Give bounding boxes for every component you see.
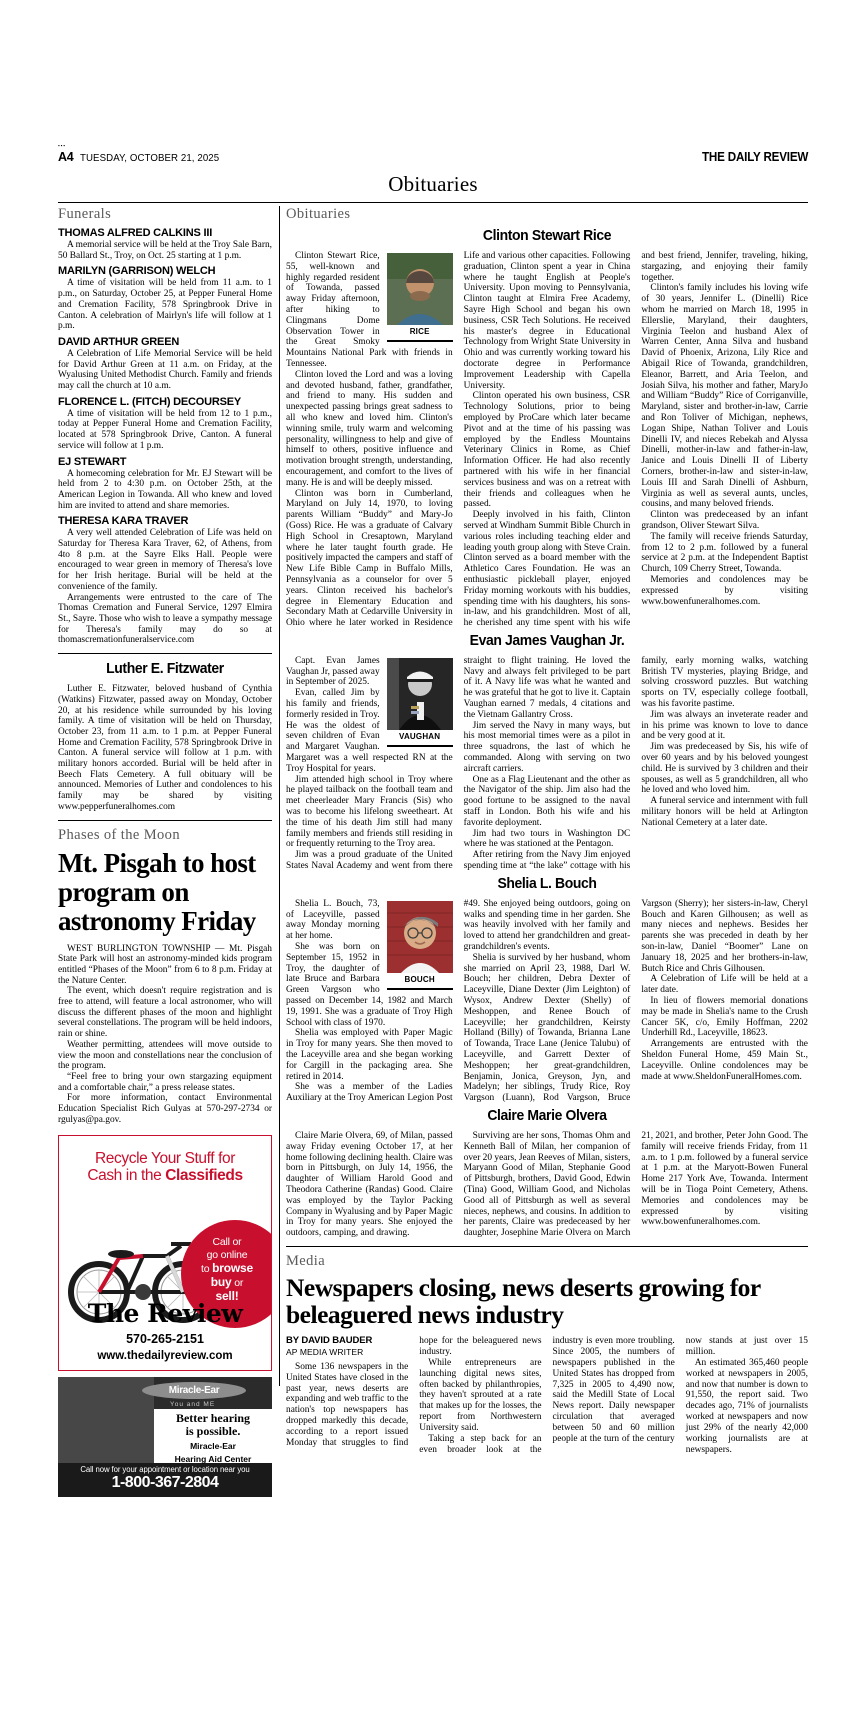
- article-paragraph: The event, which doesn't require registration and is free to attend, will feature a local astronomer, who will discuss the different phases of the moon and highlight several constellations. The program will be held indoors, rain or shine.: [58, 986, 272, 1040]
- ad-call-l1: Call or: [212, 1236, 242, 1249]
- obituary-body: [286, 251, 808, 629]
- obituary-text: Luther E. Fitzwater, beloved husband of Cynthia (Watkins) Fitzwater, passed away on Monday, October 20, at his residence while surrounded by his loving family. A time of visitation will be held on Thursday, October 23, from 11 a.m. to 1 p.m. at Pepper Funeral Home and Cremation Facility, 578 Springbrook Drive in Canton. A funeral service will follow at 1 p.m. with military honors accorded. Burial will be held after in Beech Flats Cemetery. A full obituary will be announced. Memories of Luther and condolences to his family may be shared by visiting www.pepperfuneralhomes.com: [58, 684, 272, 812]
- portrait-photo-bouch: [387, 901, 453, 973]
- obituary-rice: [286, 227, 808, 629]
- obituary-paragraph: Evan, called Jim by his family and friends, formerly resided in Troy. He was the oldest of seven children of Evan and Margaret Vaughan. Margaret was a well respected RN at the Troy Hospital for years.: [286, 688, 453, 774]
- masthead: [58, 150, 808, 164]
- divider: [58, 820, 272, 821]
- article-paragraph: For more information, contact Environmental Education Specialist Rich Gulyas at 570-297-2734 or rgulyas@pa.gov.: [58, 1093, 272, 1125]
- article-paragraph: “Feel free to bring your own stargazing equipment and a comfortable chair,” a press release states.: [58, 1071, 272, 1093]
- page-folio: ▪▪▪ A4: [58, 150, 73, 164]
- photo-caption: BOUCH: [387, 973, 453, 990]
- obituary-paragraph: Jim was a proud graduate of the United States Naval Academy and went from there straight to flight training. He loved the Navy and always felt privileged to be part of it. A Navy life was what he wanted and he was grateful that he got to live it. Captain Vaughan earned 7 medals, 4 citations and the Vietnam Gallantry Cross.: [286, 655, 631, 872]
- obituary-paragraph: Clinton's family includes his loving wife of 30 years, Jennifer L. (Dinelli) Rice whom he married on March 18, 1995 in Ellerslie, Maryland, their daughters, Virginia Teelon and husband Alex of Warren Center, Anna Silva and husband David of Phoenix, Arizona, Lily Rice and Abigail Rice of Towanda, grandchildren, Eleanor, Barrett, and Aria Teelon, and Josiah Silva, his mother and father, MaryJo and William “Buddy” Rice of Corriganville, Maryland, sister and brother-in-law, Carrie and Ron Toliver of Michigan, nephews, Logan Shipe, Nathan Toliver and Louis Dinelli IV, and nieces Rebekah and Alyssa Dinelli, mother-in-law and father-in-law, Janice and Louis Dinelli II of Liberty Corners, brother-in-law and sister-in-law, Louis III and Sarah Dinelli of Ashburn, Virginia as well as several aunts, uncles, cousins, and many beloved friends.: [641, 283, 808, 510]
- obituary-name: Claire Marie Olvera: [487, 1106, 607, 1124]
- funeral-name: EJ STEWART: [58, 455, 127, 468]
- section-kicker: Media: [286, 1252, 326, 1269]
- obituary-olvera: [286, 1107, 808, 1239]
- obituary-body: [286, 656, 808, 872]
- obituary-bouch: [286, 875, 808, 1104]
- obituary-paragraph: Jim was predeceased by Sis, his wife of over 60 years and by his beloved youngest child. He is survived by 3 children and their spouses, as well as 5 grandchildren, all who he loved and who loved him.: [641, 742, 808, 796]
- funeral-text: A very well attended Celebration of Life was held on Saturday for Theresa Kara Traver, 62, of Athens, from 4to 8 p.m. at the Sayre Elks Hall. People were encouraged to wear green in memory of Theresa's love for her Irish heritage. Burial will be held at the convenience of the family.: [58, 528, 272, 592]
- ad-call-l2: go online: [206, 1249, 248, 1262]
- funeral-name: FLORENCE L. (FITCH) DECOURSEY: [58, 395, 242, 408]
- article-byline: BY DAVID BAUDER: [286, 1334, 373, 1346]
- funeral-listing: [58, 265, 272, 332]
- ad-subtitle-l2: Hearing Aid Center: [174, 1454, 252, 1465]
- funeral-listing: [58, 227, 272, 261]
- funeral-name: DAVID ARTHUR GREEN: [58, 335, 180, 348]
- obituary-photo-block: [387, 253, 453, 342]
- obituaries-kicker: Obituaries: [286, 206, 351, 222]
- obituary-paragraph: A Celebration of Life will be held at a later date.: [641, 974, 808, 996]
- article-byline-affiliation: AP MEDIA WRITER: [286, 1346, 364, 1357]
- ad-call-buy: buy: [210, 1275, 232, 1290]
- article-headline: Newspapers closing, news deserts growing for beleaguered news industry: [286, 1272, 761, 1329]
- obituary-paragraph: Clinton operated his own business, CSR Technology Solutions, prior to being employed by ProCare which later became Pivot and at the time of his passing was employed by the Endless Mountains Veterinary Clinics in Rome, as Chief Information Officer. He had also recently partnered with his wife in her financial services business and was on a retreat with their friends and colleagues when he passed.: [463, 391, 631, 510]
- review-logo: The Review: [87, 1299, 243, 1329]
- ad-subtitle-l1: Miracle-Ear: [190, 1441, 236, 1452]
- technician-photo: [58, 1377, 154, 1463]
- ad-message-l1: Better hearing: [175, 1411, 251, 1426]
- column-divider: [279, 206, 280, 1386]
- article-headline: Mt. Pisgah to host program on astronomy Friday: [58, 847, 256, 936]
- obituary-paragraph: Shelia is survived by her husband, whom she married on April 23, 1988, Darl W. Bouch; her children, Debra Dexter of Laceyville, Diane Dexter (Jim Leighton) of Wysox, Andrew Dexter (Shelly) of Meshoppen, and Renee Bouch of Laceyville; her grandchildren, Keirsty Holland (Billy) of Towanda, Brianna Lane of Towanda, Trace Lane (Jenice Talubu) of Laceyville, and Garrett Dexter of Meshoppen; her great-grandchildren, Benjamin, Jonica, Greyson, Jyn, and Madelyn; her siblings, Trudy Rice, Roy Vargson (Luann), Rod Vargson, Bruce Vargson (Sherry); her sisters-in-law, Cheryl Bouch and Karen Gilhousen; as well as many nieces and nephews. Besides her parents she was preceded in death by her son-in-law, Daniel “Boomer” Lane on January 18, 2025 and her brothers-in-law, Butch Rice and Chris Gilhousen.: [463, 898, 808, 1104]
- obituary-paragraph: After retiring from the Navy Jim enjoyed spending time at “the lake” cottage with his family, early morning walks, watching British TV mysteries, playing Bridge, and solving crossword puzzles. But watching sports on TV, especially college football, was his favorite pastime.: [463, 655, 808, 872]
- portrait-photo-vaughan: [387, 658, 453, 730]
- funeral-text: A memorial service will be held at the Troy Sale Barn, 50 Ballard St., Troy, on Oct. 25 starting at 1 p.m.: [58, 240, 272, 261]
- obituary-paragraph: She was a member of the Ladies Auxiliary at the Troy American Legion Post #49. She enjoyed being outdoors, going on walks and spending time in her garden. She was heavily involved with her family and loved to attend her grandchildren and great-grandchildren's events.: [286, 898, 631, 1104]
- funeral-text: A time of visitation will be held from 12 to 1 p.m., today at Pepper Funeral Home and Cremation Facility, located at 578 Springbrook Drive, Canton. A funeral service will follow at 1 p.m.: [58, 408, 272, 451]
- review-phone[interactable]: 570-265-2151: [126, 1332, 204, 1347]
- article-paragraph: Weather permitting, attendees will move outside to view the moon and constellations near the conclusion of the program.: [58, 1039, 272, 1072]
- obituary-paragraph: Clinton was predeceased by an infant grandson, Oliver Stewart Silva.: [641, 510, 808, 531]
- ad-call-sell: sell!: [215, 1289, 239, 1304]
- article-body: [286, 1336, 808, 1456]
- article-paragraph: Taking a step back for an even broader look at the industry is even more troubling. Since 2005, the numbers of newspapers published in the United States has dropped from 7,325 in 2005 to 4,490 now, said the Medill State of Local News report. Daily newspaper circulation that averaged between 50 and 60 million people at the turn of the century now stands at just over 15 million.: [419, 1335, 808, 1455]
- ad-miracle-ear[interactable]: [58, 1377, 272, 1497]
- byline-block: [286, 1336, 408, 1358]
- obituary-paragraph: Claire Marie Olvera, 69, of Milan, passed away Friday evening October 17, at her home following declining health. Claire was born in Pittsburgh, on July 14, 1956, the daughter of William Harold Good and Theodora Catherine (Randas) Good. Claire was employed by the Taylor Packing Company in Wyalusing and by Paper Magic in Troy for many years. She enjoyed the outdoors, camping, and drawing.: [286, 1130, 453, 1239]
- article-paragraph: While entrepreneurs are launching digital news sites, often backed by philanthropies, they haven't sprouted at a rate that makes up for the losses, the report from Northwestern University said.: [419, 1357, 542, 1434]
- obituary-paragraph: One as a Flag Lieutenant and the other as the Navigator of the ship. Jim also had the good fortune to be assigned to the naval staff in London. Both his wife and his favorite deployment.: [463, 774, 631, 828]
- obituary-paragraph: Jim served the Navy in many ways, but his most memorial times were as a pilot in three squadrons, the last of which he commanded. Along with serving on two aircraft carriers.: [463, 720, 631, 774]
- ad-call-or: or: [231, 1277, 244, 1290]
- funeral-text: A Celebration of Life Memorial Service will be held for David Arthur Green at 11 a.m. on Friday, at the Wyalusing United Methodist Church. Family and friends may call the church at 10 a.m.: [58, 348, 272, 392]
- funeral-listing: [58, 456, 272, 512]
- obituary-name: Shelia L. Bouch: [497, 874, 597, 892]
- obituary-vaughan: [286, 632, 808, 872]
- ad-message-l2: is possible.: [185, 1424, 241, 1439]
- ad-headline-line1: Recycle Your Stuff for: [95, 1150, 235, 1168]
- obituary-paragraph: Shelia was employed with Paper Magic in Troy for many years. She then moved to the Laceyville area and she began working for Cargill in the packaging area. She retired in 2014.: [286, 1028, 453, 1082]
- page-title: Obituaries: [388, 172, 478, 196]
- ad-phone-number[interactable]: 1-800-367-2804: [111, 1474, 219, 1492]
- funeral-name: THOMAS ALFRED CALKINS III: [58, 227, 213, 239]
- divider: [58, 653, 272, 654]
- obituary-paragraph: Jim was always an inveterate reader and in his prime was known to love to dance and be very good at it.: [641, 709, 808, 742]
- article-paragraph: WEST BURLINGTON TOWNSHIP — Mt. Pisgah State Park will host an astronomy-minded kids program entitled “Phases of the Moon” from 6 to 8 p.m. Friday at the Nature Center.: [58, 943, 272, 986]
- divider: [286, 1246, 808, 1247]
- funeral-name: THERESA KARA TRAVER: [58, 515, 189, 528]
- funeral-listing: [58, 336, 272, 392]
- obituary-paragraph: Clinton Stewart Rice, 55, well-known and highly regarded resident of Towanda, passed away Friday afternoon, after hiking to Clingmans Dome Observation Tower in the Great Smoky Mountains National Park with friends in Tennessee.: [286, 251, 453, 369]
- obituary-paragraph: Surviving are her sons, Thomas Ohm and Kenneth Ball of Milan, her companion of over 20 years, Jean Reeves of Milan, sisters, Maryann Good of Milan, Stephanie Good of Pittsburgh, brothers, David Good, Edwin (Tina) Good, William Good, and Nicholas Good all of Pittsburgh as well as several nieces, nephews, and cousins. In addition to her parents, Claire was predeceased by her daughter, Josephine Marie Olvera on March 21, 2021, and brother, Peter John Good. The family will receive friends Friday, from 11 a.m. to 1 p.m. followed by a funeral service at 1 p.m. at the Maryott-Bowen Funeral Home 217 York Ave, Towanda. Interment will be in Tioga Point Cemetery, Athens. Memories and condolences may be expressed by visiting www.bowenfuneralhomes.com.: [463, 1130, 808, 1239]
- obituary-paragraph: Clinton was born in Cumberland, Maryland on July 14, 1970, to loving parents William “Buddy” and Mary-Jo (Goss) Rice. He was a graduate of Calvary High School in Cresaptown, Maryland where he later taught fourth grade. He positively impacted the campers and staff of New Life Bible Camp in Buffalo Mills, Pennsylvania as a counselor for over 5 years. Clinton received his bachelor's degree in Elementary Education and Secondary Math at Cedarville University in Ohio where he later worked in Residence Life and various other capacities. Following graduation, Clinton spent a year in China where he taught English at People's University. Upon moving to Pennsylvania, Clinton taught at Elmira Free Academy, Sayre High School and began his own business, CSR Tech Solutions. He received his master's degree in Educational Technology from Wright State University in Ohio and was currently working toward his doctorate degree in Performance Improvement Leadership with Capella University.: [286, 251, 631, 629]
- funerals-kicker: Funerals: [58, 206, 112, 222]
- ad-call-l3: to: [201, 1263, 213, 1276]
- section-kicker: Phases of the Moon: [58, 826, 180, 843]
- ad-classifieds[interactable]: [58, 1135, 272, 1371]
- review-url[interactable]: www.thedailyreview.com: [97, 1350, 233, 1363]
- ad-headline-classifieds: Classifieds: [165, 1167, 243, 1185]
- obituary-body: [286, 899, 808, 1104]
- ad-message: [154, 1409, 272, 1463]
- article-moon-program: [58, 827, 272, 1126]
- obituary-paragraph: Clinton loved the Lord and was a loving and devoted husband, father, grandfather, and friend to many. His sudden and unexpected passing brings great sadness to all who knew and loved him. Clinton's winning smile, truly warm and welcoming personality, willingness to help and give of himself to others, positive influence and motivation brought strength, understanding, encouragement, and comfort to the lives of many. He is and will be deeply missed.: [286, 369, 453, 488]
- funeral-text: A time of visitation will be held from 11 a.m. to 1 p.m., on Saturday, October 25, at Pepper Funeral Home and Cremation Facility, 578 Springbrook Drive in Canton. A celebration of Mairlyn's life will follow at 1 p.m.: [58, 278, 272, 332]
- funeral-listing: [58, 515, 272, 646]
- obituary-paragraph: Capt. Evan James Vaughan Jr, passed away in September of 2025.: [286, 655, 380, 688]
- photo-caption: RICE: [387, 325, 453, 342]
- photo-caption: VAUGHAN: [387, 730, 453, 747]
- article-media: [286, 1253, 808, 1456]
- masthead-left: [58, 150, 232, 164]
- portrait-photo-rice: [387, 253, 453, 325]
- obituary-photo-block: [387, 658, 453, 747]
- publication-date: TUESDAY, OCTOBER 21, 2025: [80, 152, 220, 164]
- obituary-paragraph: Arrangements are entrusted with the Sheldon Funeral Home, 459 Main St., Laceyville. Online condolences may be made at www.SheldonFuneralHomes.com.: [641, 1039, 808, 1082]
- obituary-paragraph: Deeply involved in his faith, Clinton served at Windham Summit Bible Church in various roles including teaching elder and leading youth group along with Steve Crain. Clinton served as a board member with the Athletico Cares Foundation. He was an enthusiastic pickleball player, enjoyed Friday morning workouts with his buddies, spending time with his daughters, his sons-in-law, and his grandchildren. Most of all, he cherished any time spent with his wife and best friend, Jennifer, traveling, hiking, stargazing, and enjoying their family together.: [463, 251, 808, 629]
- obituary-name: Luther E. Fitzwater: [106, 660, 224, 678]
- ad-tagline: You and ME: [170, 1401, 216, 1409]
- obituary-paragraph: A funeral service and internment with full military honors will be held at Arlington National Cemetery at a later date.: [641, 796, 808, 828]
- obituary-name: Evan James Vaughan Jr.: [469, 631, 625, 649]
- obituary-paragraph: In lieu of flowers memorial donations may be made in Shelia's name to the Crush Cancer 5K, c/o, Emily Hoffman, 2202 Underhill Rd., Laceyville, 18623.: [641, 996, 808, 1039]
- obituary-fitzwater: [58, 660, 272, 812]
- header-rule: [58, 202, 808, 203]
- funeral-name: MARILYN (GARRISON) WELCH: [58, 265, 216, 278]
- obituary-paragraph: Shelia L. Bouch, 73, of Laceyville, passed away Monday morning at her home.: [286, 898, 380, 942]
- ad-photo-area: [58, 1377, 272, 1463]
- ad-call-strip[interactable]: [58, 1463, 272, 1497]
- obituary-paragraph: Jim had two tours in Washington DC where he was stationed at the Pentagon.: [463, 828, 631, 850]
- funeral-text-cont: Arrangements were entrusted to the care of The Thomas Cremation and Funeral Service, 1297 Elmira St., Sayre. Those who wish to leave a sympathy message for Theresa's family may do so at thomascremationfuneralservice.com: [58, 592, 272, 646]
- ad-call-text: Call now for your appointment or location near you: [80, 1465, 250, 1475]
- funeral-text: A homecoming celebration for Mr. EJ Stewart will be held from 2 to 4:30 p.m. on October 25th, at the American Legion in Towanda. All who knew and loved him are invited to attend and share memories.: [58, 468, 272, 511]
- obituary-paragraph: The family will receive friends Saturday, from 12 to 2 p.m. followed by a funeral service at 2 p.m. at the Independent Baptist Church, 109 Cherry Street, Towanda.: [641, 531, 808, 575]
- obituary-photo-block: [387, 901, 453, 990]
- publication-name: THE DAILY REVIEW: [701, 150, 808, 164]
- obituary-body: [286, 1131, 808, 1239]
- ad-call-browse: browse: [212, 1261, 253, 1276]
- obituary-paragraph: Jim attended high school in Troy where he played tailback on the football team and met cheerleader Mary Francis (Sis) who was to become his lifelong sweetheart. At the time of his death Jim still had many family members and friends still residing in or frequently returning to the Troy area.: [286, 774, 453, 850]
- ad-headline: [59, 1136, 271, 1184]
- ad-headline-line2: Cash in the: [87, 1167, 166, 1185]
- article-paragraph: An estimated 365,460 people worked at newspapers in 2005, and now that number is down to 91,550, the report said. Two decades ago, 71% of journalists worked at newspapers and now just 29% of the nearly 42,000 working journalists are at newspapers.: [685, 1357, 808, 1455]
- obituary-name: Clinton Stewart Rice: [482, 227, 612, 244]
- article-paragraph: Some 136 newspapers in the United States have closed in the past year, news deserts are expanding and web traffic to the nation's top newspapers has dropped markedly this decade, according to a report issued Monday that struggles to find hope for the beleaguered news industry.: [286, 1335, 542, 1449]
- miracle-ear-logo: Miracle-Ear: [142, 1382, 246, 1399]
- obituary-paragraph: Memories and condolences may be expressed by visiting www.bowenfuneralhomes.com.: [641, 574, 808, 607]
- obituary-paragraph: She was born on September 15, 1952 in Troy, the daughter of late Bruce and Barbara Green Vargson who passed on December 14, 1982 and March 19, 1991. She was a graduate of Troy High School with class of 1970.: [286, 942, 453, 1028]
- left-column: [58, 206, 272, 1497]
- funeral-listing: [58, 396, 272, 452]
- main-column: [286, 206, 808, 1456]
